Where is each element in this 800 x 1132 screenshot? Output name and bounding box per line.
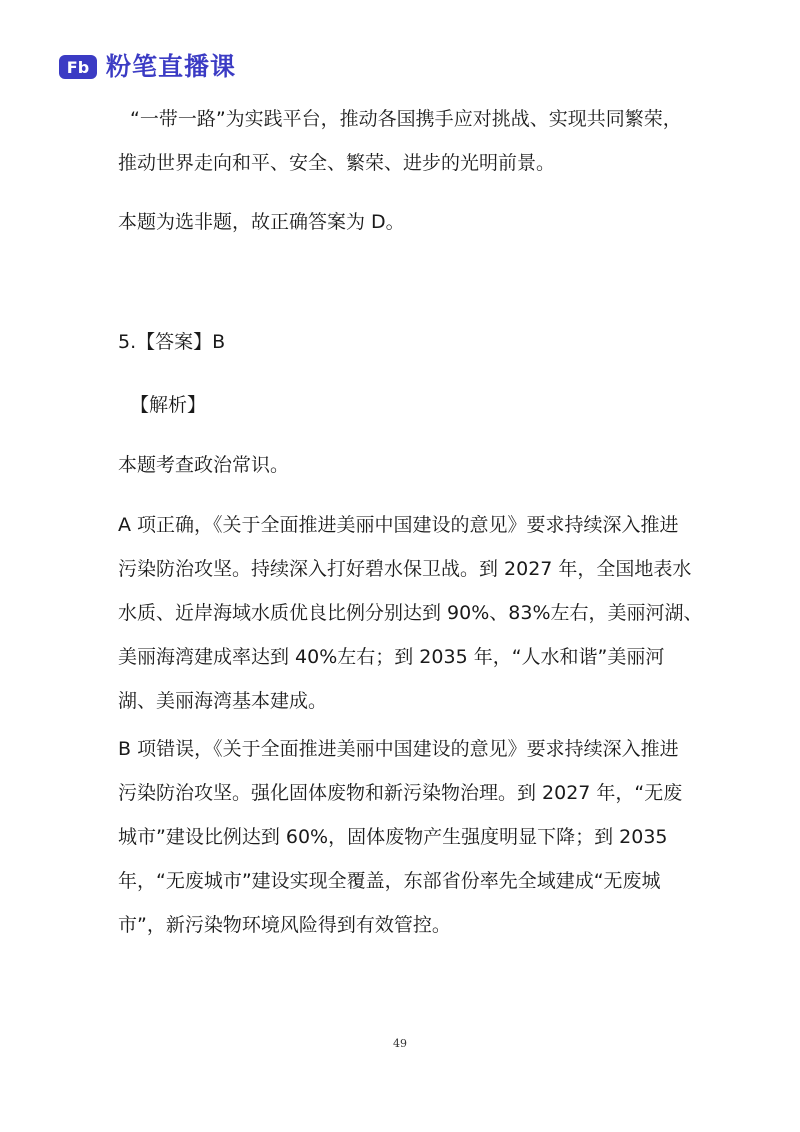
fb-logo-icon	[58, 54, 98, 80]
text-line: 年，“无废城市”建设实现全覆盖，东部省份率先全域建成“无废城	[118, 870, 661, 892]
text-line: 推动世界走向和平、安全、繁荣、进步的光明前景。	[118, 152, 556, 174]
intro-paragraph	[118, 443, 678, 487]
text-line: 城市”建设比例达到 60%，固体废物产生强度明显下降；到 2035	[118, 826, 668, 848]
text-line: B 项错误，《关于全面推进美丽中国建设的意见》要求持续深入推进	[118, 738, 679, 760]
conclusion-paragraph	[118, 200, 678, 244]
text-line: A 项正确，《关于全面推进美丽中国建设的意见》要求持续深入推进	[118, 514, 679, 536]
intro-text: 本题考查政治常识。	[118, 454, 290, 476]
text-line: 污染防治攻坚。强化固体废物和新污染物治理。到 2027 年，“无废	[118, 782, 683, 804]
answer-heading-text: 5.【答案】B	[118, 331, 226, 353]
continuation-paragraph	[118, 97, 682, 185]
logo-mark: Fb	[66, 58, 90, 77]
option-a-paragraph	[118, 503, 703, 723]
analysis-heading-text: 【解析】	[130, 394, 207, 416]
text-line: “一带一路”为实践平台，推动各国携手应对挑战、实现共同繁荣，	[130, 108, 682, 130]
conclusion-text: 本题为选非题，故正确答案为 D。	[118, 211, 405, 233]
text-line: 污染防治攻坚。持续深入打好碧水保卫战。到 2027 年，全国地表水	[118, 558, 692, 580]
text-line: 市”，新污染物环境风险得到有效管控。	[118, 914, 451, 936]
brand-name: 粉笔直播课	[106, 52, 237, 81]
analysis-heading	[130, 383, 690, 427]
brand-logo	[58, 50, 236, 84]
page-number: 49	[393, 1037, 407, 1050]
text-line: 湖、美丽海湾基本建成。	[118, 690, 328, 712]
answer-heading	[118, 320, 678, 364]
text-line: 美丽海湾建成率达到 40%左右；到 2035 年，“人水和谐”美丽河	[118, 646, 665, 668]
option-b-paragraph	[118, 727, 683, 947]
text-line: 水质、近岸海域水质优良比例分别达到 90%、83%左右，美丽河湖、	[118, 602, 703, 624]
